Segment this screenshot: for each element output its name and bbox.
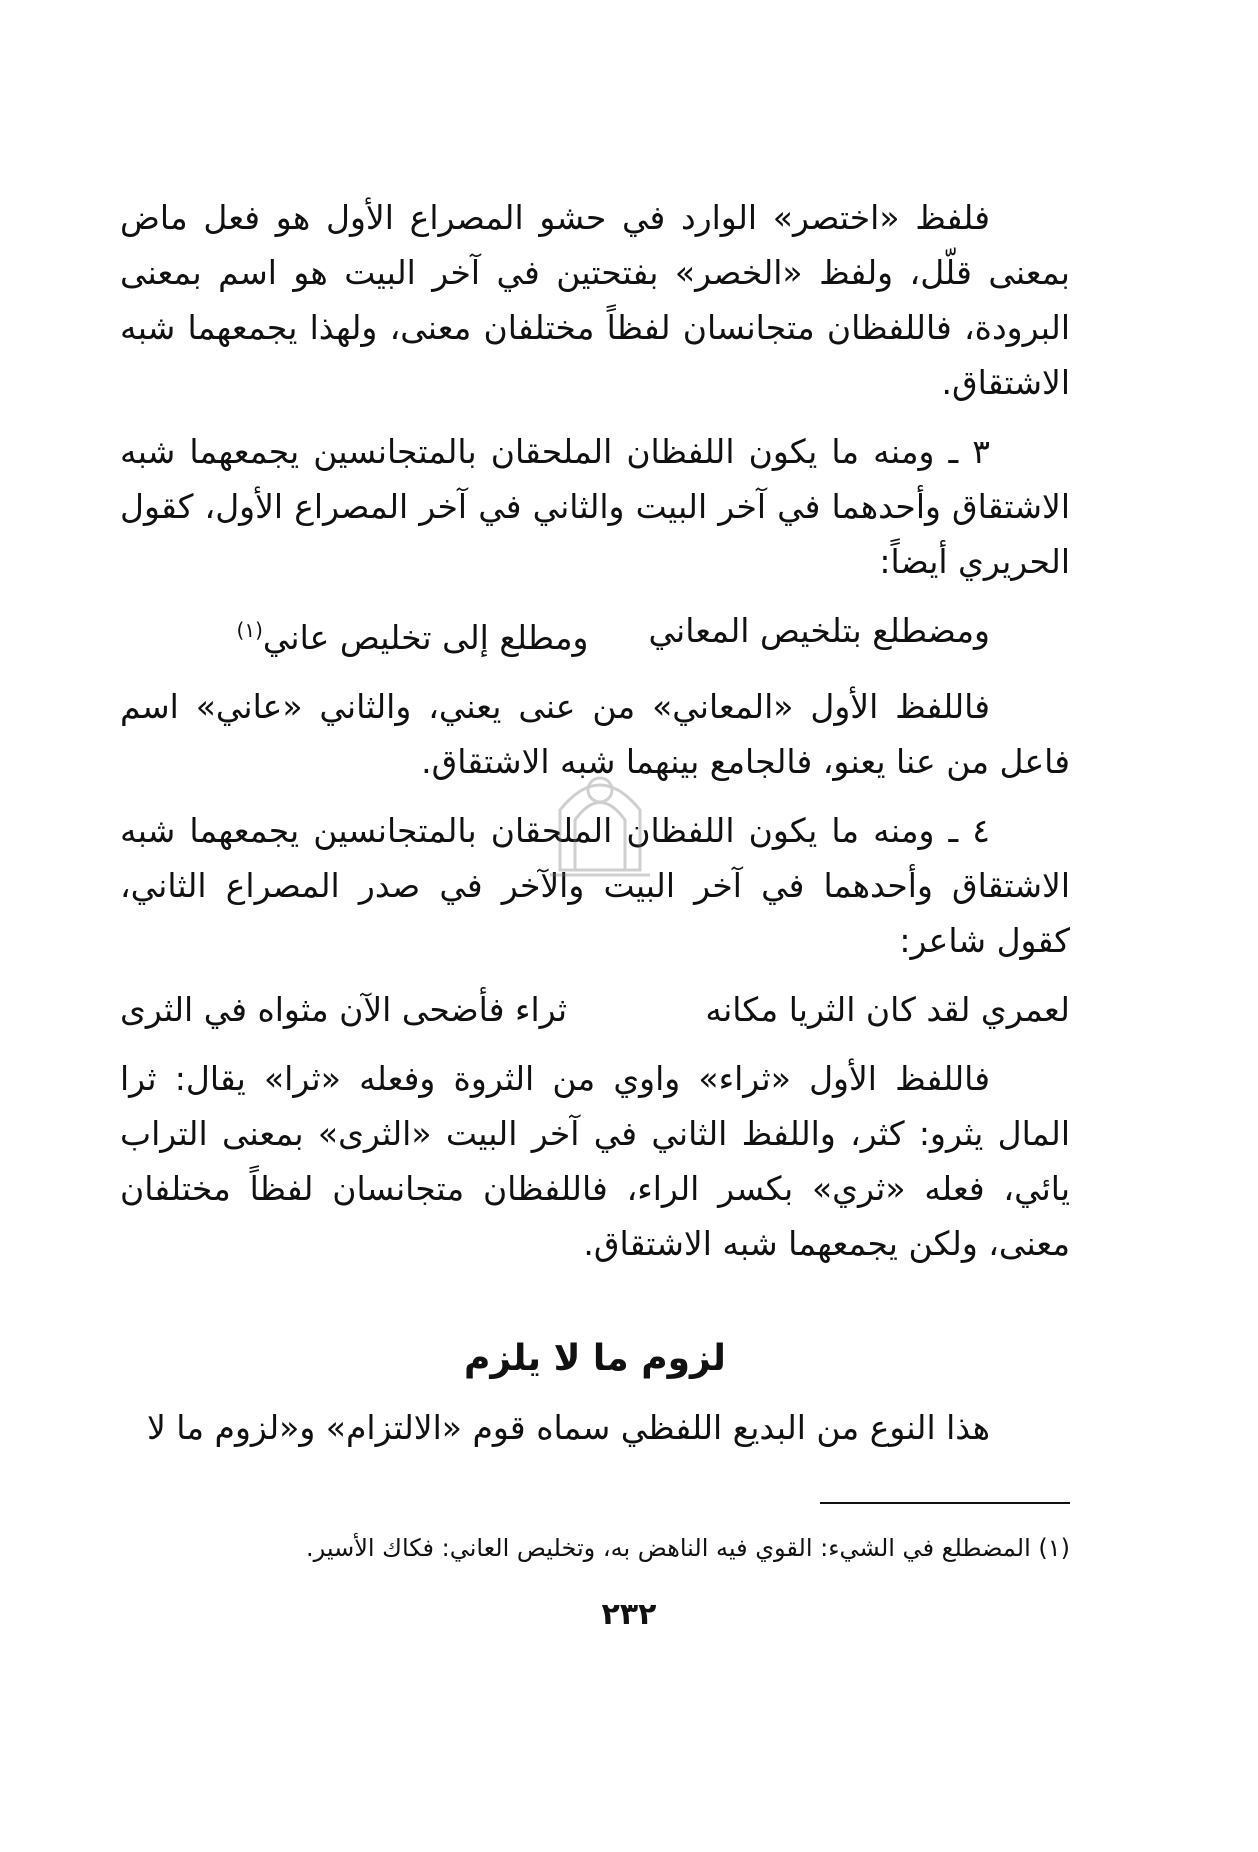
footnote-marker: (١) bbox=[236, 618, 263, 642]
verse-2-second-hemistich: ثراء فأضحى الآن مثواه في الثرى bbox=[120, 990, 568, 1029]
paragraph-3: فاللفظ الأول «المعاني» من عنى يعني، والثاني «عاني» اسم فاعل من عنا يعنو، فالجامع بينهما شبه الاشتقاق. bbox=[120, 687, 1070, 781]
paragraph-6: هذا النوع من البديع اللفظي سماه قوم «الالتزام» و«لزوم ما لا bbox=[147, 1408, 990, 1447]
verse-1-first-hemistich: ومضطلع بتلخيص المعاني bbox=[648, 611, 990, 650]
paragraph-1: فلفظ «اختصر» الوارد في حشو المصراع الأول هو فعل ماض بمعنى قلّل، ولفظ «الخصر» بفتحتين في آخر البيت هو اسم بمعنى البرودة، فاللفظان متجانسان لفظاً مختلفان معنى، ولهذا يجمعهما شبه الاشتقاق. bbox=[120, 198, 1070, 402]
verse-1 bbox=[120, 603, 1070, 665]
paragraph-4: ٤ ـ ومنه ما يكون اللفظان الملحقان بالمتجانسين يجمعهما شبه الاشتقاق وأحدهما في آخر البيت والآخر في صدر المصراع الثاني، كقول شاعر: bbox=[120, 811, 1070, 960]
verse-2 bbox=[120, 982, 1070, 1037]
watermark-emblem-icon bbox=[530, 750, 670, 890]
section-heading: لزوم ما لا يلزم bbox=[464, 1338, 726, 1379]
verse-2-first-hemistich: لعمري لقد كان الثريا مكانه bbox=[705, 990, 1070, 1029]
footnote-divider bbox=[820, 1502, 1070, 1504]
footnote: (١) المضطلع في الشيء: القوي فيه الناهض به، وتخليص العاني: فكاك الأسير. bbox=[305, 1534, 1070, 1562]
page-number: ٢٣٢ bbox=[601, 1597, 657, 1632]
paragraph-2: ٣ ـ ومنه ما يكون اللفظان الملحقان بالمتجانسين يجمعهما شبه الاشتقاق وأحدهما في آخر البيت والثاني في آخر المصراع الأول، كقول الحريري أيضاً: bbox=[120, 432, 1070, 581]
paragraph-5: فاللفظ الأول «ثراء» واوي من الثروة وفعله «ثرا» يقال: ثرا المال يثرو: كثر، واللفظ الثاني في آخر البيت «الثرى» بمعنى التراب يائي، فعله «ثري» بكسر الراء، فاللفظان متجانسان لفظاً مختلفان معنى، ولكن يجمعهما شبه الاشتقاق. bbox=[120, 1059, 1070, 1263]
verse-1-second-hemistich: ومطلع إلى تخليص عاني$^{(١)}$ bbox=[236, 618, 589, 657]
